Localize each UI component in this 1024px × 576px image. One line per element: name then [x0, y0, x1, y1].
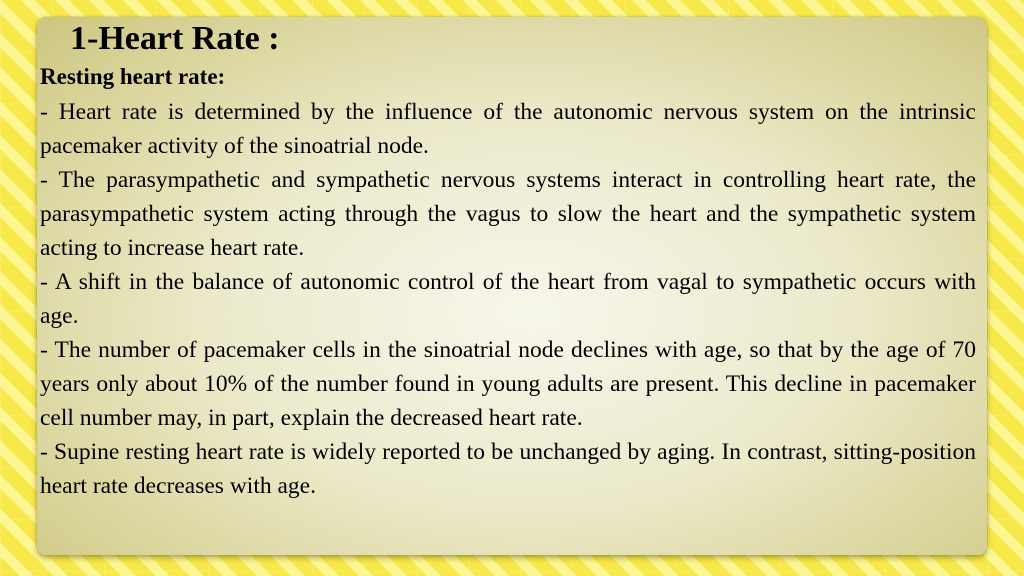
paragraph-supine-heart-rate: - Supine resting heart rate is widely reported to be unchanged by aging. In contrast, sitting-position heart rate decreases with age.	[40, 439, 976, 499]
body-text	[40, 95, 976, 503]
paragraph-autonomic-shift: - A shift in the balance of autonomic control of the heart from vagal to sympathetic occurs with age.	[40, 269, 976, 329]
paragraph-nervous-systems: - The parasympathetic and sympathetic nervous systems interact in controlling heart rate, the parasympathetic system acting through the vagus to slow the heart and the sympathetic system acting to increase heart rate.	[40, 167, 976, 261]
section-subheading: Resting heart rate:	[40, 64, 226, 89]
paragraph-pacemaker-cells: - The number of pacemaker cells in the sinoatrial node declines with age, so that by the age of 70 years only about 10% of the number found in young adults are present. This decline in pacemaker cell number may, in part, explain the decreased heart rate.	[40, 337, 976, 431]
paragraph-autonomic-influence: - Heart rate is determined by the influence of the autonomic nervous system on the intrinsic pacemaker activity of the sinoatrial node.	[40, 99, 976, 159]
slide-title: 1-Heart Rate :	[70, 20, 280, 57]
content-panel	[37, 17, 987, 555]
